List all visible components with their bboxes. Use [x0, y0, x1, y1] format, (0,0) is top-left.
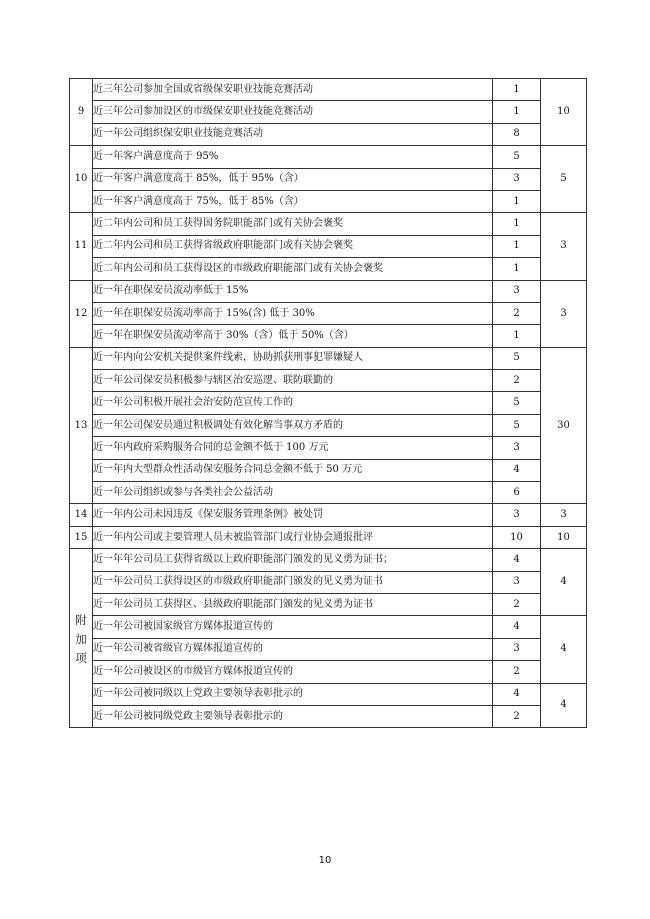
table-row: [70, 571, 587, 593]
item-score: 5: [493, 347, 541, 369]
addon-label: [70, 549, 93, 728]
group-total: 10: [541, 526, 587, 548]
item-score: 5: [493, 392, 541, 414]
table-row: [70, 414, 587, 436]
group-total: 4: [541, 616, 587, 683]
row-index: 9: [70, 79, 93, 146]
group-total: 4: [541, 683, 587, 728]
item-text: 近一年公司组织保安职业技能竞赛活动: [93, 123, 493, 145]
row-index: 11: [70, 213, 93, 280]
item-score: 5: [493, 146, 541, 168]
item-text: 近一年公司被设区的市级官方媒体报道宣传的: [93, 661, 493, 683]
table-row: [70, 437, 587, 459]
item-score: 2: [493, 705, 541, 727]
item-text: 近二年内公司和员工获得国务院职能部门或有关协会褒奖: [93, 213, 493, 235]
item-score: 2: [493, 302, 541, 324]
table-row: [70, 593, 587, 615]
item-score: 10: [493, 526, 541, 548]
table-row: [70, 482, 587, 504]
row-index: 10: [70, 146, 93, 213]
table-row: [70, 504, 587, 526]
scoring-table: [69, 78, 587, 728]
item-score: 1: [493, 235, 541, 257]
item-text: 近一年公司保安员积极参与辖区治安巡逻、联防联勤的: [93, 370, 493, 392]
item-score: 1: [493, 101, 541, 123]
item-text: 近一年公司被同级以上党政主要领导表彰批示的: [93, 683, 493, 705]
item-score: 1: [493, 190, 541, 212]
item-text: 近三年公司参加设区的市级保安职业技能竞赛活动: [93, 101, 493, 123]
item-score: 4: [493, 616, 541, 638]
item-score: 2: [493, 661, 541, 683]
table-row: [70, 638, 587, 660]
group-total: 3: [541, 280, 587, 347]
item-score: 1: [493, 79, 541, 101]
item-text: 近二年内公司和员工获得设区的市级政府职能部门或有关协会褒奖: [93, 258, 493, 280]
group-total: 3: [541, 213, 587, 280]
scoring-table-body: [70, 79, 587, 728]
item-score: 5: [493, 414, 541, 436]
table-row: [70, 347, 587, 369]
page-number: 10: [318, 855, 332, 866]
item-score: 2: [493, 370, 541, 392]
item-score: 4: [493, 459, 541, 481]
table-row: [70, 526, 587, 548]
table-row: [70, 705, 587, 727]
table-row: [70, 123, 587, 145]
item-text: 近一年公司被国家级官方媒体报道宣传的: [93, 616, 493, 638]
table-row: [70, 280, 587, 302]
table-row: [70, 258, 587, 280]
group-total: 10: [541, 79, 587, 146]
table-row: [70, 190, 587, 212]
table-row: [70, 325, 587, 347]
group-total: 3: [541, 504, 587, 526]
group-total: 5: [541, 146, 587, 213]
addon-label-char: 附: [75, 612, 87, 627]
table-row: [70, 302, 587, 324]
item-text: 近一年客户满意度高于 95%: [93, 146, 493, 168]
item-text: 近一年年公司员工获得省级以上政府职能部门颁发的见义勇为证书；: [93, 549, 493, 571]
table-row: [70, 168, 587, 190]
item-text: 近一年在职保安员流动率高于 15%(含) 低于 30%: [93, 302, 493, 324]
item-score: 4: [493, 683, 541, 705]
item-text: 近一年公司组织或参与各类社会公益活动: [93, 482, 493, 504]
item-text: 近一年内政府采购服务合同的总金额不低于 100 万元: [93, 437, 493, 459]
item-score: 3: [493, 280, 541, 302]
item-text: 近一年在职保安员流动率低于 15%: [93, 280, 493, 302]
item-text: 近一年在职保安员流动率高于 30%（含）低于 50%（含）: [93, 325, 493, 347]
item-score: 1: [493, 213, 541, 235]
item-score: 3: [493, 638, 541, 660]
item-text: 近一年内公司未因违反《保安服务管理条例》被处罚: [93, 504, 493, 526]
item-text: 近一年公司积极开展社会治安防范宣传工作的: [93, 392, 493, 414]
item-score: 3: [493, 168, 541, 190]
item-score: 8: [493, 123, 541, 145]
item-text: 近一年内向公安机关提供案件线索，协助抓获刑事犯罪嫌疑人: [93, 347, 493, 369]
item-score: 2: [493, 593, 541, 615]
item-text: 近一年公司被省级官方媒体报道宣传的: [93, 638, 493, 660]
item-text: 近一年内大型群众性活动保安服务合同总金额不低于 50 万元: [93, 459, 493, 481]
table-row: [70, 616, 587, 638]
item-text: 近一年客户满意度高于 75%，低于 85%（含）: [93, 190, 493, 212]
row-index: 12: [70, 280, 93, 347]
table-row: [70, 661, 587, 683]
table-row: [70, 549, 587, 571]
item-text: 近一年客户满意度高于 85%，低于 95%（含）: [93, 168, 493, 190]
item-text: 近二年内公司和员工获得省级政府职能部门或有关协会褒奖: [93, 235, 493, 257]
item-text: 近一年公司被同级党政主要领导表彰批示的: [93, 705, 493, 727]
item-score: 1: [493, 258, 541, 280]
table-row: [70, 235, 587, 257]
table-row: [70, 683, 587, 705]
table-row: [70, 213, 587, 235]
row-index: 15: [70, 526, 93, 548]
item-text: 近一年公司员工获得设区的市级政府职能部门颁发的见义勇为证书: [93, 571, 493, 593]
item-score: 3: [493, 571, 541, 593]
item-score: 4: [493, 549, 541, 571]
item-score: 6: [493, 482, 541, 504]
item-text: 近三年公司参加全国或省级保安职业技能竞赛活动: [93, 79, 493, 101]
table-row: [70, 146, 587, 168]
table-row: [70, 101, 587, 123]
item-text: 近一年内公司或主要管理人员未被监管部门或行业协会通报批评: [93, 526, 493, 548]
group-total: 30: [541, 347, 587, 504]
row-index: 14: [70, 504, 93, 526]
item-score: 3: [493, 504, 541, 526]
table-row: [70, 459, 587, 481]
addon-label-char: 加: [75, 631, 87, 646]
table-row: [70, 370, 587, 392]
item-text: 近一年公司员工获得区、县级政府职能部门颁发的见义勇为证书: [93, 593, 493, 615]
table-row: [70, 79, 587, 101]
row-index: 13: [70, 347, 93, 504]
table-row: [70, 392, 587, 414]
item-text: 近一年公司保安员通过积极调处有效化解当事双方矛盾的: [93, 414, 493, 436]
group-total: 4: [541, 549, 587, 616]
item-score: 3: [493, 437, 541, 459]
addon-label-char: 项: [75, 650, 87, 665]
item-score: 1: [493, 325, 541, 347]
